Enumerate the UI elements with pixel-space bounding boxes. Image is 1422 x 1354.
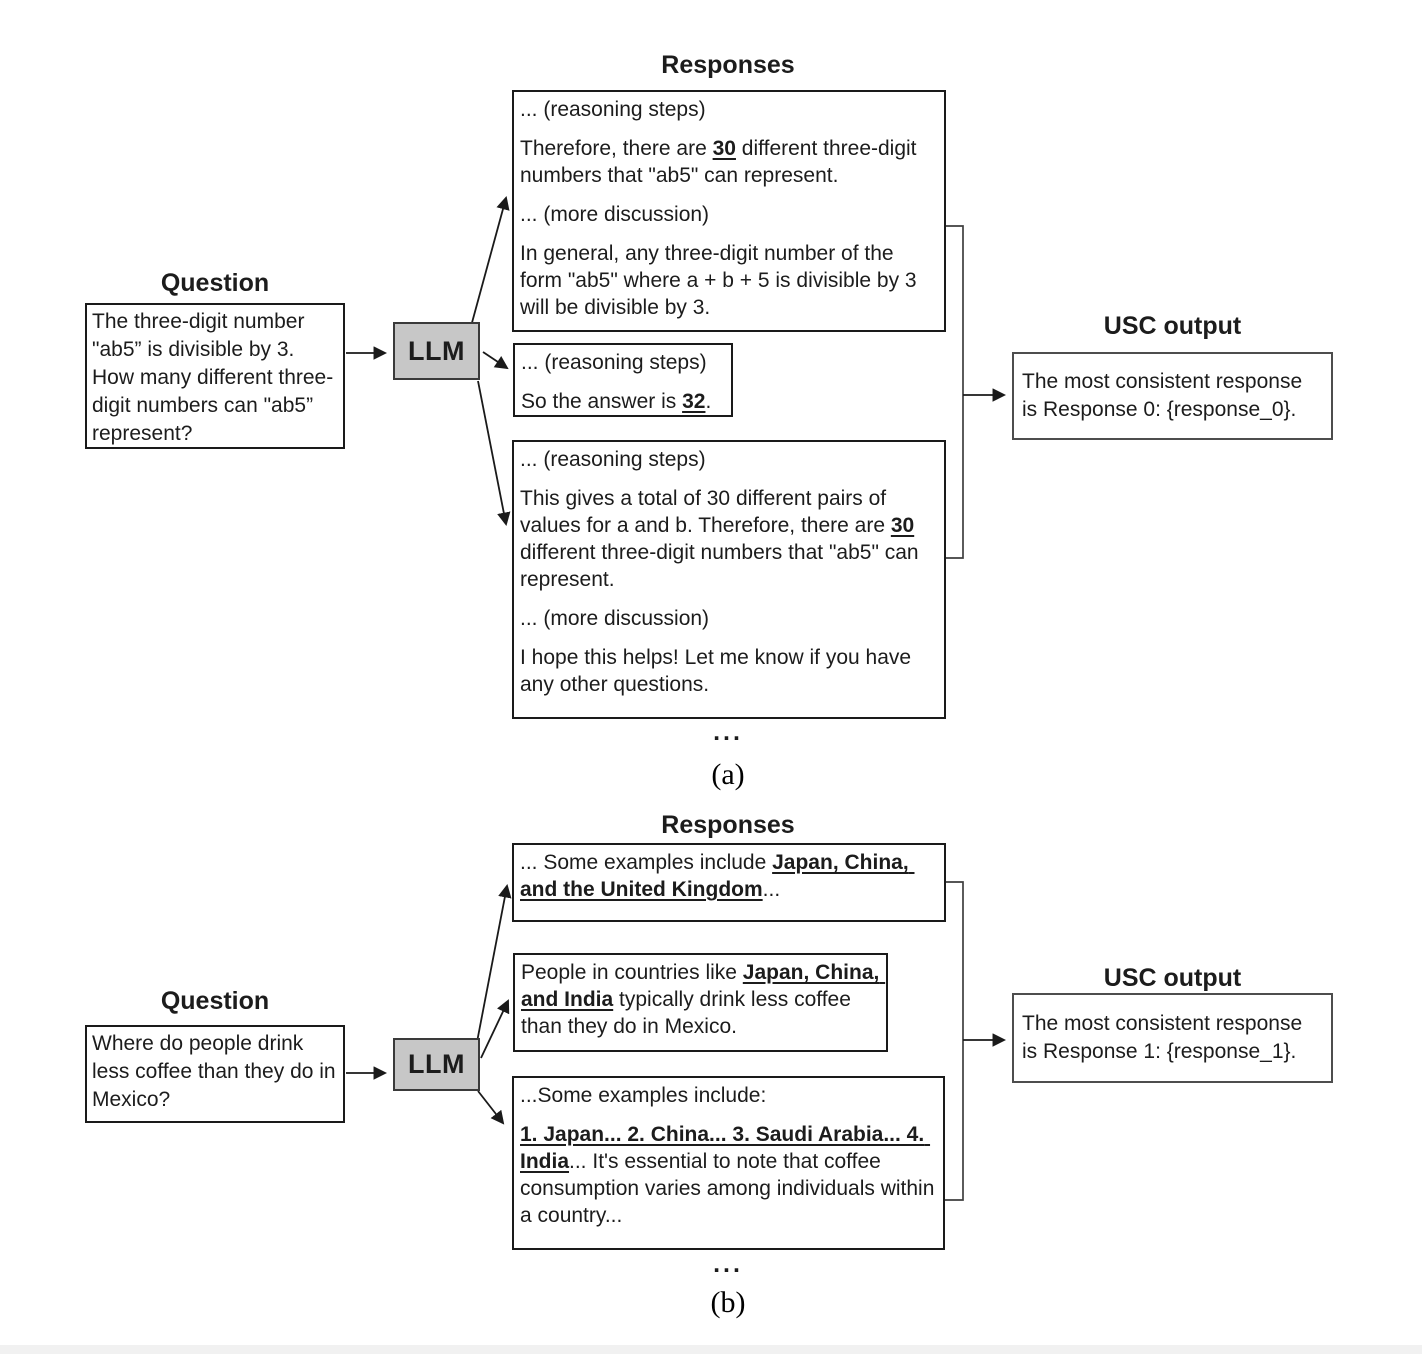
- llm-label: LLM: [408, 335, 465, 366]
- arrow-b-llm-to-response-1: [477, 886, 507, 1042]
- answer-emphasis: 30: [890, 514, 915, 537]
- arrow-a-llm-to-response-3: [478, 381, 506, 524]
- answer-emphasis: 1. Japan... 2. China... 3. Saudi Arabia... 4. India: [520, 1123, 931, 1173]
- text-segment: ... (reasoning steps): [520, 98, 706, 121]
- answer-emphasis: Japan, China, and India: [521, 961, 886, 1011]
- text-segment: ... Some examples include: [520, 851, 773, 874]
- response-paragraph: [521, 349, 725, 376]
- text-segment: ... (more discussion): [520, 203, 710, 226]
- response-paragraph: [520, 96, 938, 123]
- llm-label: LLM: [408, 1049, 465, 1079]
- response-paragraph: [520, 135, 938, 189]
- question-title: Question: [160, 987, 270, 1015]
- text-segment: ...: [762, 878, 781, 901]
- usc-output-text: The most consistent response is Response 0: {response_0}.: [1022, 370, 1308, 421]
- text-segment: So the answer is: [521, 390, 683, 413]
- response-box: [512, 843, 946, 922]
- response-paragraph: [521, 388, 725, 415]
- usc-output-box: [1012, 352, 1333, 440]
- response-box: [513, 343, 733, 417]
- response-paragraph: [520, 849, 938, 903]
- response-paragraph: [521, 959, 886, 1040]
- response-box: [512, 440, 946, 719]
- llm-box: [393, 322, 480, 380]
- responses-title: Responses: [661, 51, 795, 79]
- usc-output-text: The most consistent response is Response 1: {response_1}.: [1022, 1012, 1308, 1063]
- question-box: [85, 303, 345, 449]
- subfigure-caption-b: (b): [710, 1286, 746, 1319]
- text-segment: ... (reasoning steps): [520, 448, 706, 471]
- page-bottom-strip: [0, 1345, 1422, 1354]
- response-paragraph: [520, 240, 938, 321]
- question-text: The three-digit number "ab5” is divisible by 3. How many different three-digit numbers can "ab5” represent?: [92, 310, 334, 445]
- text-segment: ... It's essential to note that coffee consumption varies among individuals within a country...: [520, 1150, 941, 1227]
- text-segment: In general, any three-digit number of the form "ab5" where a + b + 5 is divisible by 3 will be divisible by 3.: [520, 242, 923, 319]
- usc-output-box: [1012, 993, 1333, 1083]
- arrow-a-llm-to-response-1: [470, 198, 506, 330]
- arrow-a-llm-to-response-2: [483, 352, 507, 368]
- arrow-b-llm-to-response-3: [478, 1091, 503, 1123]
- responses-ellipsis: ...: [713, 1250, 743, 1278]
- response-box: [512, 1076, 945, 1250]
- text-segment: ... (more discussion): [520, 607, 710, 630]
- response-paragraph: [520, 605, 938, 632]
- response-paragraph: [520, 201, 938, 228]
- usc-output-title: USC output: [1103, 964, 1242, 992]
- text-segment: This gives a total of 30 different pairs of values for a and b. Therefore, there are: [520, 487, 892, 537]
- bracket-a-responses: [944, 226, 963, 558]
- bracket-b-responses: [944, 882, 963, 1200]
- answer-emphasis: 30: [712, 137, 736, 160]
- response-paragraph: [520, 1082, 937, 1109]
- question-box: [85, 1025, 345, 1123]
- text-segment: different three-digit numbers that "ab5" can represent.: [520, 137, 923, 187]
- text-segment: ...Some examples include:: [520, 1084, 767, 1107]
- responses-ellipsis: ...: [713, 718, 743, 746]
- answer-emphasis: 32: [682, 390, 706, 413]
- text-segment: .: [705, 390, 712, 413]
- text-segment: I hope this helps! Let me know if you have any other questions.: [520, 646, 917, 696]
- text-segment: different three-digit numbers that "ab5" can represent.: [520, 514, 925, 591]
- response-paragraph: [520, 1121, 941, 1229]
- response-paragraph: [520, 644, 938, 698]
- subfigure-caption-a: (a): [711, 758, 745, 791]
- answer-emphasis: Japan, China, and the United Kingdom: [520, 851, 915, 901]
- llm-box: [393, 1038, 480, 1091]
- response-box: [512, 90, 946, 332]
- response-paragraph: [520, 446, 938, 473]
- arrow-b-llm-to-response-2: [481, 1001, 508, 1058]
- response-box: [513, 953, 888, 1052]
- question-title: Question: [160, 269, 270, 297]
- text-segment: People in countries like: [521, 961, 743, 984]
- responses-title: Responses: [661, 811, 795, 839]
- response-paragraph: [520, 485, 938, 593]
- text-segment: ... (reasoning steps): [521, 351, 707, 374]
- text-segment: typically drink less coffee than they do in Mexico.: [521, 988, 857, 1038]
- question-text: Where do people drink less coffee than they do in Mexico?: [92, 1032, 342, 1111]
- text-segment: Therefore, there are: [520, 137, 713, 160]
- usc-output-title: USC output: [1103, 312, 1242, 340]
